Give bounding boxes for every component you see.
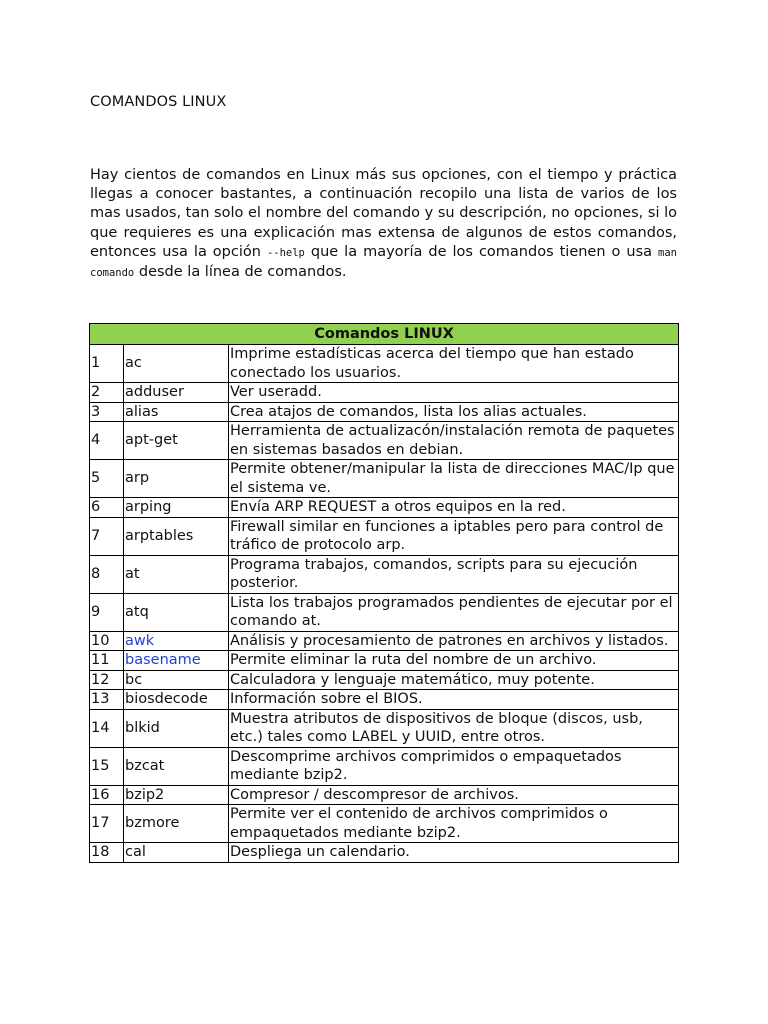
command-name: bzcat	[124, 747, 229, 785]
page-title: COMANDOS LINUX	[90, 94, 227, 110]
command-description: Envía ARP REQUEST a otros equipos en la red.	[229, 498, 679, 518]
command-link[interactable]: basename	[124, 651, 229, 671]
command-description: Permite eliminar la ruta del nombre de un archivo.	[229, 651, 679, 671]
row-number: 8	[90, 555, 124, 593]
intro-text-3: desde la línea de comandos.	[134, 264, 347, 281]
table-row	[90, 747, 679, 785]
command-description: Herramienta de actualizacón/instalación remota de paquetes en sistemas basados en debian.	[229, 422, 679, 460]
table-row	[90, 690, 679, 710]
intro-text-1: Hay cientos de comandos en Linux más sus opciones, con el tiempo y práctica llegas a conocer bastantes, a continuación recopilo una lista de varios de los mas usados, tan solo el nombre del comando y su descripción, no opciones, si lo que requieres es una explicación mas extensa de algunos de estos comandos, entonces usa la opción	[90, 167, 677, 260]
table-row	[90, 785, 679, 805]
command-name: biosdecode	[124, 690, 229, 710]
command-name: blkid	[124, 709, 229, 747]
row-number: 2	[90, 383, 124, 403]
command-description: Muestra atributos de dispositivos de bloque (discos, usb, etc.) tales como LABEL y UUID, entre otros.	[229, 709, 679, 747]
command-name: bzip2	[124, 785, 229, 805]
man-command-code: man comando	[90, 246, 677, 280]
row-number: 16	[90, 785, 124, 805]
row-number: 4	[90, 422, 124, 460]
row-number: 3	[90, 402, 124, 422]
command-name: apt-get	[124, 422, 229, 460]
table-row	[90, 709, 679, 747]
table-row	[90, 593, 679, 631]
row-number: 15	[90, 747, 124, 785]
table-header: Comandos LINUX	[90, 324, 679, 345]
table-row	[90, 631, 679, 651]
intro-text-2: que la mayoría de los comandos tienen o usa	[304, 243, 659, 260]
commands-table	[89, 323, 679, 863]
help-option-code: --help	[266, 246, 305, 259]
command-name: alias	[124, 402, 229, 422]
command-description: Firewall similar en funciones a iptables pero para control de tráfico de protocolo arp.	[229, 517, 679, 555]
command-name: arp	[124, 460, 229, 498]
command-name: bc	[124, 670, 229, 690]
table-row	[90, 843, 679, 863]
row-number: 11	[90, 651, 124, 671]
table-row	[90, 517, 679, 555]
table-body	[90, 345, 679, 863]
row-number: 14	[90, 709, 124, 747]
command-name: atq	[124, 593, 229, 631]
command-description: Crea atajos de comandos, lista los alias actuales.	[229, 402, 679, 422]
command-name: bzmore	[124, 805, 229, 843]
command-name: adduser	[124, 383, 229, 403]
command-description: Permite obtener/manipular la lista de direcciones MAC/Ip que el sistema ve.	[229, 460, 679, 498]
row-number: 6	[90, 498, 124, 518]
command-name: arping	[124, 498, 229, 518]
table-row	[90, 345, 679, 383]
command-name: ac	[124, 345, 229, 383]
table-header-row	[90, 324, 679, 345]
command-description: Imprime estadísticas acerca del tiempo que han estado conectado los usuarios.	[229, 345, 679, 383]
table-row	[90, 670, 679, 690]
command-description: Programa trabajos, comandos, scripts para su ejecución posterior.	[229, 555, 679, 593]
command-description: Calculadora y lenguaje matemático, muy potente.	[229, 670, 679, 690]
table-row	[90, 805, 679, 843]
command-description: Despliega un calendario.	[229, 843, 679, 863]
table-row	[90, 383, 679, 403]
row-number: 10	[90, 631, 124, 651]
row-number: 7	[90, 517, 124, 555]
command-name: cal	[124, 843, 229, 863]
table-row	[90, 402, 679, 422]
row-number: 1	[90, 345, 124, 383]
table-row	[90, 651, 679, 671]
command-link[interactable]: awk	[124, 631, 229, 651]
command-description: Lista los trabajos programados pendientes de ejecutar por el comando at.	[229, 593, 679, 631]
command-name: arptables	[124, 517, 229, 555]
table-row	[90, 498, 679, 518]
row-number: 17	[90, 805, 124, 843]
command-description: Descomprime archivos comprimidos o empaquetados mediante bzip2.	[229, 747, 679, 785]
command-description: Información sobre el BIOS.	[229, 690, 679, 710]
command-description: Análisis y procesamiento de patrones en archivos y listados.	[229, 631, 679, 651]
row-number: 5	[90, 460, 124, 498]
command-name: at	[124, 555, 229, 593]
command-description: Ver useradd.	[229, 383, 679, 403]
command-description: Permite ver el contenido de archivos comprimidos o empaquetados mediante bzip2.	[229, 805, 679, 843]
row-number: 18	[90, 843, 124, 863]
row-number: 12	[90, 670, 124, 690]
table-row	[90, 555, 679, 593]
command-description: Compresor / descompresor de archivos.	[229, 785, 679, 805]
row-number: 13	[90, 690, 124, 710]
row-number: 9	[90, 593, 124, 631]
table-row	[90, 460, 679, 498]
table-row	[90, 422, 679, 460]
intro-paragraph	[90, 166, 677, 283]
